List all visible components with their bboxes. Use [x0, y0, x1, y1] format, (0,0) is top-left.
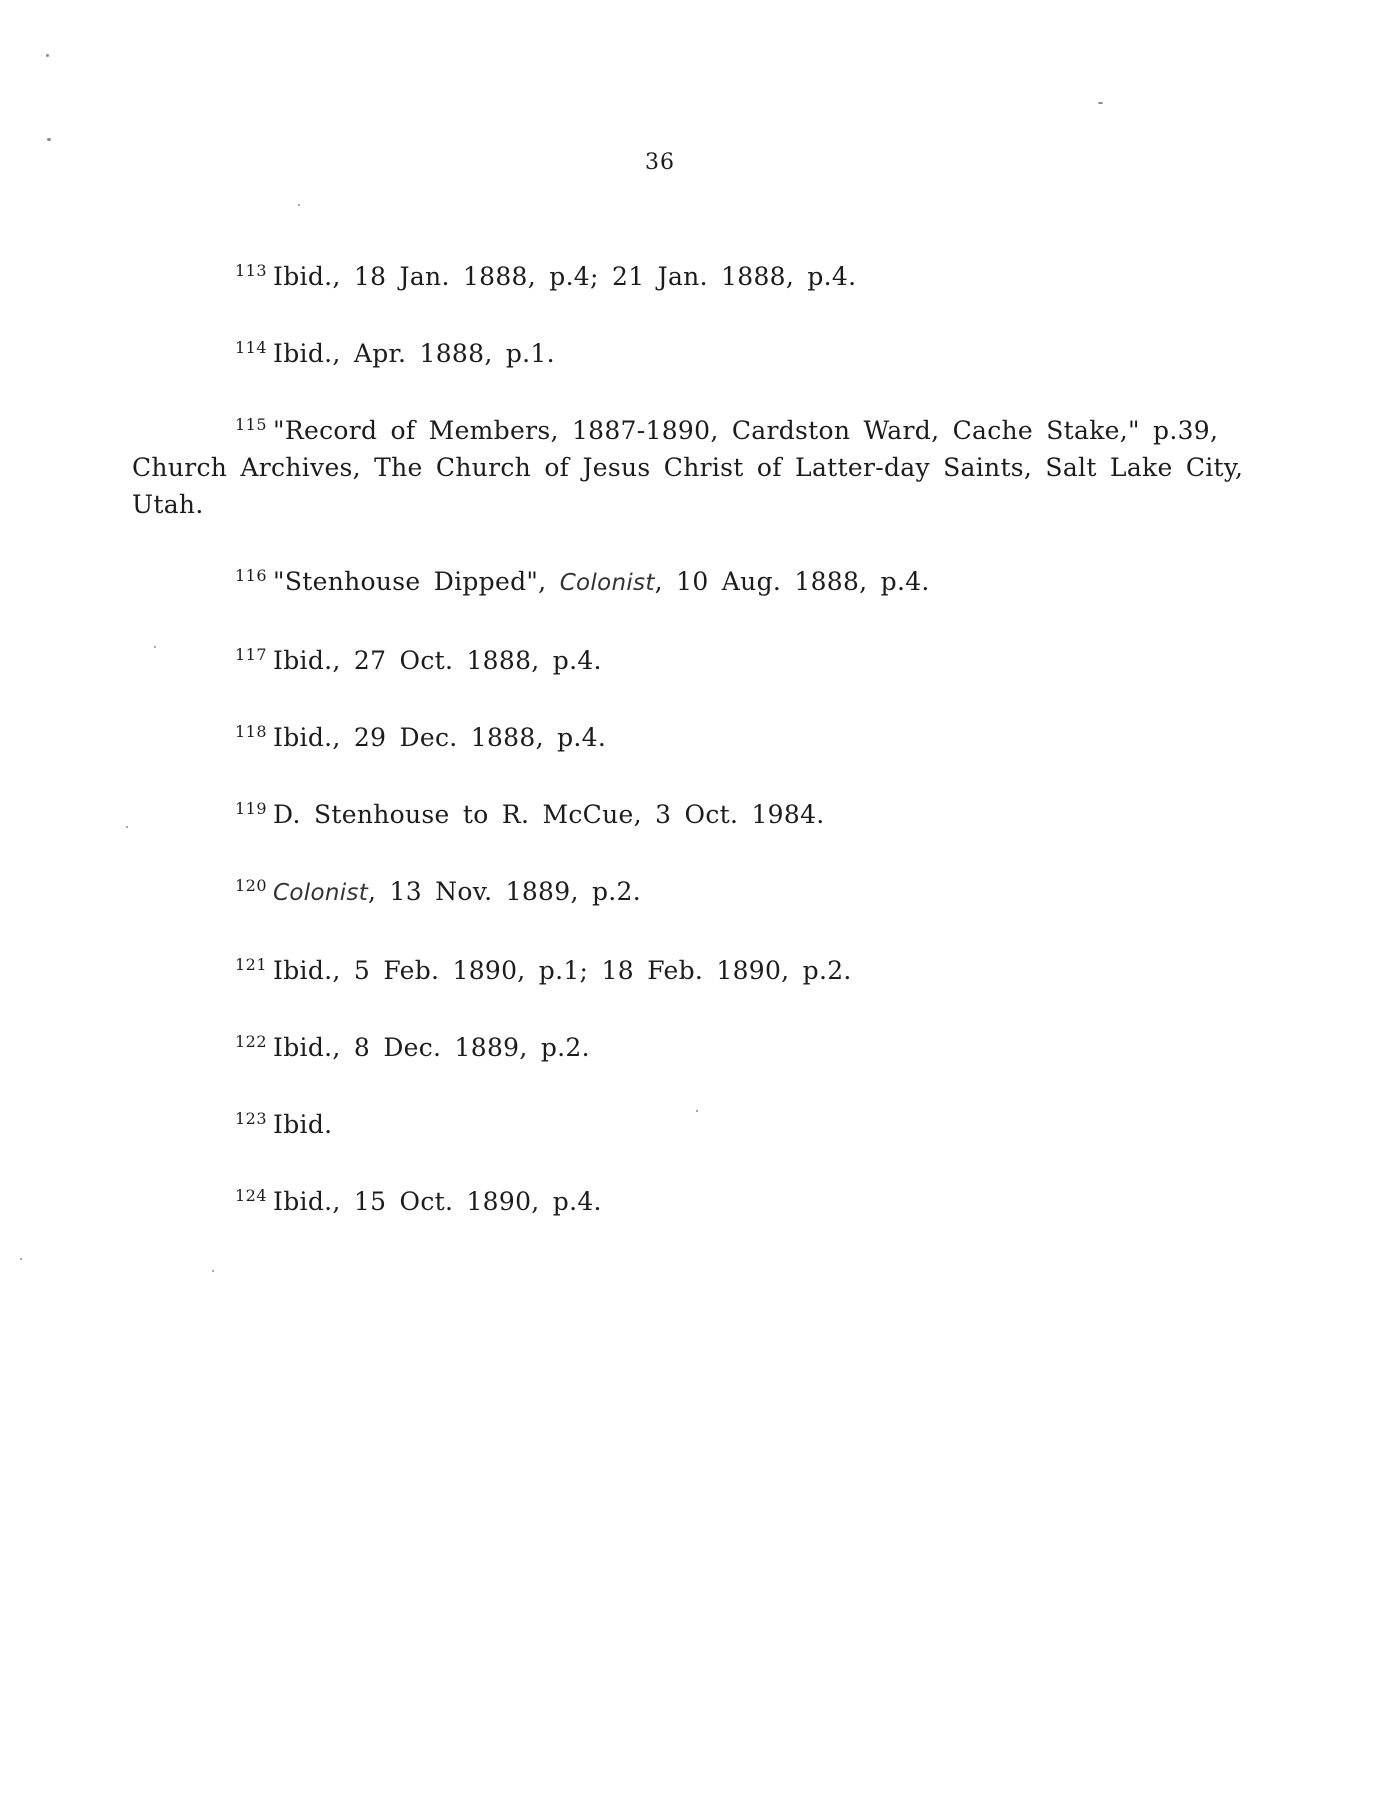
footnote-113 — [132, 258, 1252, 295]
scan-speck — [47, 138, 51, 141]
footnote-120 — [132, 873, 1252, 912]
footnote-119 — [132, 796, 1252, 833]
newspaper-title: Colonist — [273, 880, 369, 906]
footnote-text: Ibid., 18 Jan. 1888, p.4; 21 Jan. 1888, p.4. — [273, 262, 857, 291]
footnote-number: 122 — [235, 1032, 268, 1051]
footnote-text: D. Stenhouse to R. McCue, 3 Oct. 1984. — [273, 800, 825, 829]
footnote-number: 120 — [235, 876, 268, 895]
footnote-116 — [132, 563, 1252, 602]
scan-speck — [298, 204, 300, 206]
footnote-text: Ibid., 8 Dec. 1889, p.2. — [273, 1033, 590, 1062]
scan-speck — [154, 646, 156, 648]
footnote-number: 117 — [235, 645, 268, 664]
footnote-text: Ibid. — [273, 1110, 333, 1139]
footnote-text-tail: , 10 Aug. 1888, p.4. — [654, 567, 930, 596]
footnote-text: Ibid., 27 Oct. 1888, p.4. — [273, 646, 602, 675]
footnote-number: 118 — [235, 722, 268, 741]
footnote-text-tail: , 13 Nov. 1889, p.2. — [368, 877, 641, 906]
footnote-number: 124 — [235, 1186, 268, 1205]
newspaper-title: Colonist — [559, 570, 655, 596]
scan-speck — [20, 1258, 22, 1260]
footnote-118 — [132, 719, 1252, 756]
footnote-text: Ibid., 29 Dec. 1888, p.4. — [273, 723, 607, 752]
footnote-115 — [132, 412, 1252, 523]
footnote-number: 115 — [235, 415, 268, 434]
footnote-text: "Stenhouse Dipped", — [273, 567, 560, 596]
page-number: 36 — [645, 150, 675, 175]
footnote-number: 114 — [235, 338, 268, 357]
scan-speck — [46, 54, 49, 57]
footnote-122 — [132, 1029, 1252, 1066]
footnote-123 — [132, 1106, 1252, 1143]
footnote-117 — [132, 642, 1252, 679]
footnote-number: 113 — [235, 261, 268, 280]
scan-speck — [1098, 102, 1103, 104]
footnote-text: "Record of Members, 1887-1890, Cardston Ward, Cache Stake," p.39, Church Archives, The Church of Jesus Christ of Latter-day Saints, Salt Lake City, Utah. — [132, 416, 1244, 519]
footnote-124 — [132, 1183, 1252, 1220]
footnote-number: 123 — [235, 1109, 268, 1128]
footnote-text: Ibid., 5 Feb. 1890, p.1; 18 Feb. 1890, p.2. — [273, 956, 852, 985]
scan-speck — [212, 1270, 214, 1272]
footnote-text: Ibid., Apr. 1888, p.1. — [273, 339, 555, 368]
footnote-list — [132, 258, 1252, 1260]
scan-speck — [126, 826, 128, 828]
scan-speck — [696, 1110, 698, 1112]
footnote-114 — [132, 335, 1252, 372]
footnote-text: Ibid., 15 Oct. 1890, p.4. — [273, 1187, 602, 1216]
footnote-number: 121 — [235, 955, 268, 974]
footnote-number: 116 — [235, 566, 268, 585]
footnote-121 — [132, 952, 1252, 989]
footnote-number: 119 — [235, 799, 268, 818]
